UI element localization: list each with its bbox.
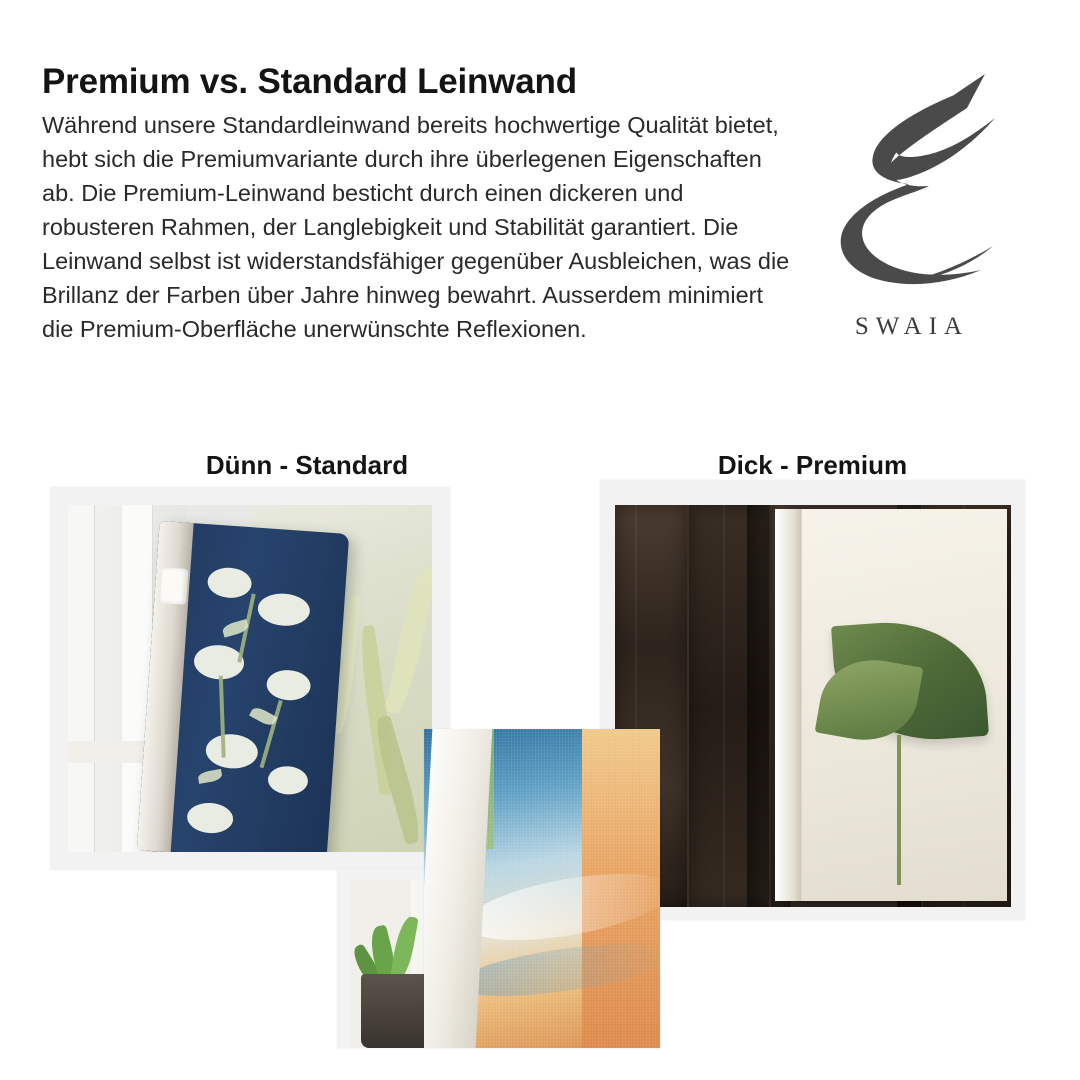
brand-logo — [802, 64, 1022, 341]
plant-leaf-icon — [385, 564, 432, 715]
canvas-print-face — [801, 509, 1007, 901]
page-title: Premium vs. Standard Leinwand — [42, 62, 577, 101]
photo-card-overlay-ocean — [424, 729, 660, 1048]
floral-blossom — [257, 592, 311, 628]
intro-paragraph: Während unsere Standardleinwand bereits hochwertige Qualität bietet, hebt sich die Premiumvariante durch ihre überlegenen Eigenschaften ab. Die Premium-Leinwand besticht durch einen dickeren und robusteren Rahmen, der Langlebigkeit und Stabilität garantiert. Die Leinwand selbst ist widerstandsfähiger gegenüber Ausbleichen, was die Brillanz der Farben über Jahre hinweg bewahrt. Ausserdem minimiert die Premium-Oberfläche unerwünschte Reflexionen. — [42, 112, 790, 342]
photo-overlay-ocean — [424, 729, 660, 1048]
canvas-edge-thick — [775, 509, 802, 901]
canvas-drop-shadow — [747, 505, 777, 907]
caption-standard: Dünn - Standard — [205, 450, 409, 480]
swaia-s-mark-icon — [817, 64, 1007, 309]
header-block — [42, 62, 802, 346]
photo-card-standard — [50, 487, 450, 870]
standard-scene-illustration — [68, 505, 432, 852]
window-bar-vertical-1 — [68, 505, 95, 852]
ocean-artwork-illustration — [424, 729, 660, 1048]
thin-canvas-roll — [137, 521, 350, 852]
floral-petal — [197, 769, 223, 784]
floral-blossom — [186, 801, 234, 834]
canvas-roll-core — [160, 567, 188, 605]
floral-blossom — [207, 566, 253, 599]
floral-blossom — [267, 765, 309, 796]
canvas-weave-texture — [424, 729, 660, 1048]
photo-standard-canvas — [68, 505, 432, 852]
caption-premium: Dick - Premium — [717, 450, 908, 480]
leaf-stem — [897, 735, 901, 885]
photo-card-premium — [600, 480, 1025, 920]
brand-wordmark: SWAIA — [854, 313, 970, 340]
photo-premium-canvas — [615, 505, 1011, 907]
premium-scene-illustration — [615, 505, 1011, 907]
thick-canvas-frame — [775, 509, 1007, 901]
floral-blossom — [266, 669, 312, 702]
floral-blossom — [205, 733, 259, 771]
